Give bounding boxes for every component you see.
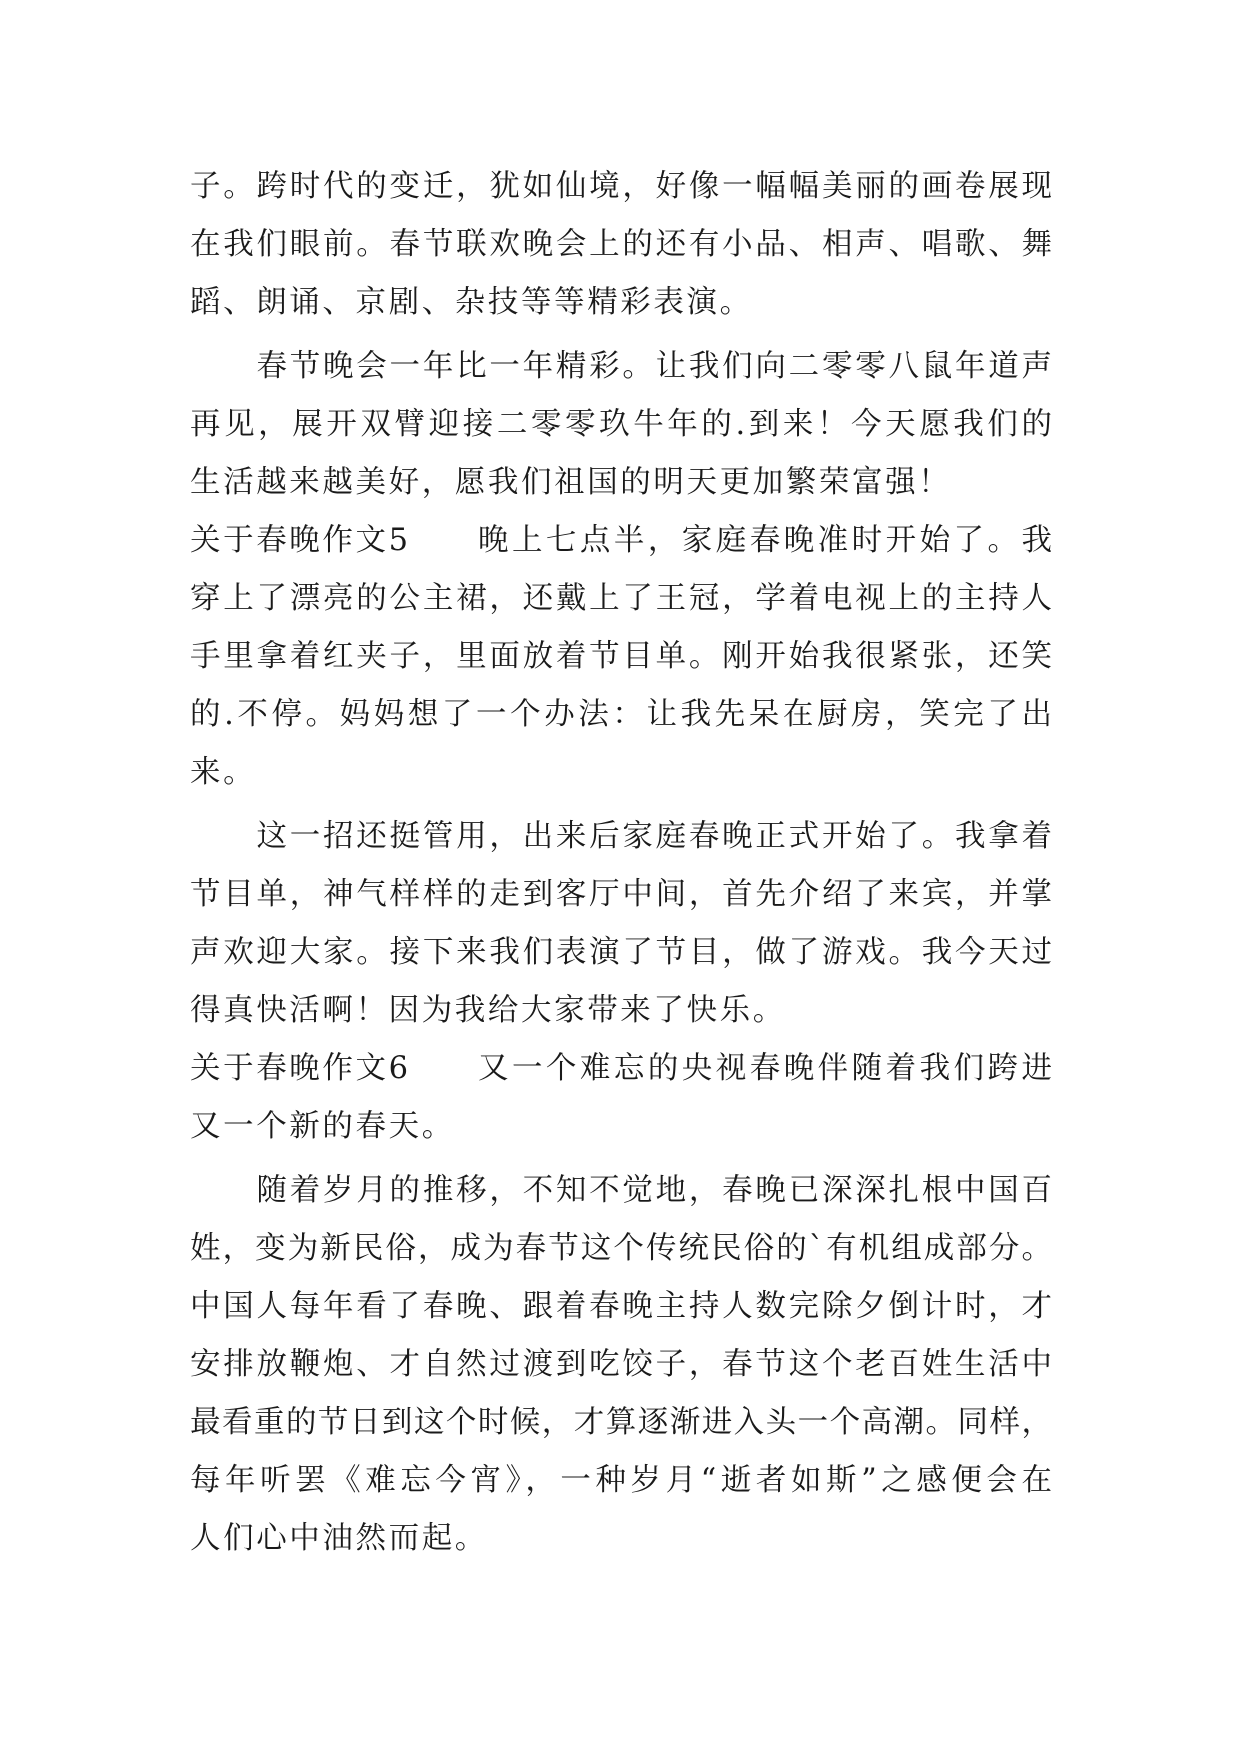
text-line: 晚上七点半，家庭春晚准时开始了。我 [478,523,1052,558]
text-line: 手里拿着红夹子，里面放着节目单。刚开始我很紧张，还笑 [190,639,1052,674]
text-line: 节目单，神气样样的走到客厅中间，首先介绍了来宾，并掌 [190,877,1052,912]
text-line: 安排放鞭炮、才自然过渡到吃饺子，春节这个老百姓生活中 [190,1347,1052,1382]
text-line: 这一招还挺管用，出来后家庭春晚正式开始了。我拿着 [190,819,1052,854]
text-line: 声欢迎大家。接下来我们表演了节目，做了游戏。我今天过 [190,935,1052,970]
section-6-first-line [190,1040,1052,1098]
text-line: 的.不停。妈妈想了一个办法：让我先呆在厨房，笑完了出 [190,697,1052,732]
text-line: 来。 [190,755,257,790]
text-line: 中国人每年看了春晚、跟着春晚主持人数完除夕倒计时，才 [190,1289,1052,1324]
text-line: 人们心中油然而起。 [190,1521,488,1556]
text-line: 子。跨时代的变迁，犹如仙境，好像一幅幅美丽的画卷展现 [190,169,1052,204]
text-line: 蹈、朗诵、京剧、杂技等等精彩表演。 [190,285,753,320]
text-line: 随着岁月的推移，不知不觉地，春晚已深深扎根中国百 [190,1173,1052,1208]
section-heading: 关于春晚作文6 [190,1051,411,1086]
text-line: 生活越来越美好，愿我们祖国的明天更加繁荣富强！ [190,465,952,500]
text-line: 穿上了漂亮的公主裙，还戴上了王冠，学着电视上的主持人 [190,581,1052,616]
text-line: 春节晚会一年比一年精彩。让我们向二零零八鼠年道声 [190,349,1052,384]
text-line: 姓，变为新民俗，成为春节这个传统民俗的`有机组成部分。 [190,1231,1052,1266]
section-5-first-line [190,512,1052,570]
section-heading: 关于春晚作文5 [190,523,411,558]
text-line: 在我们眼前。春节联欢晚会上的还有小品、相声、唱歌、舞 [190,227,1052,262]
text-line: 又一个新的春天。 [190,1109,455,1144]
text-line: 又一个难忘的央视春晚伴随着我们跨进 [478,1051,1052,1086]
text-line: 每年听罢《难忘今宵》，一种岁月“逝者如斯”之感便会在 [190,1463,1052,1498]
text-line: 最看重的节日到这个时候，才算逐渐进入头一个高潮。同样， [190,1405,1052,1440]
text-line: 再见，展开双臂迎接二零零玖牛年的.到来！今天愿我们的 [190,407,1052,442]
text-line: 得真快活啊！因为我给大家带来了快乐。 [190,993,786,1028]
document-page [190,158,1052,1568]
